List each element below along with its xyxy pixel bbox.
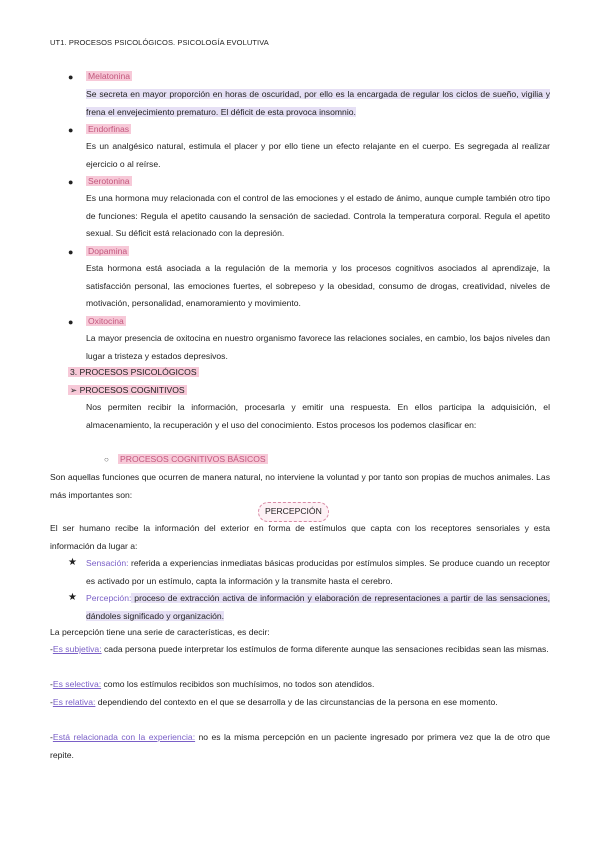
percepcion-heading: PERCEPCIÓN (258, 502, 329, 522)
cognitive-description: Nos permiten recibir la información, procesarla y emitir una respuesta. En ellos participa la adquisición, el almacenamiento, la recuperación y el uso del conocimiento. Estos procesos los podemos clasificar en: (86, 402, 550, 430)
basic-processes-description: Son aquellas funciones que ocurren de manera natural, no interviene la voluntad y por tanto son propias de muchos animales. Las más importantes son: (50, 472, 550, 500)
bullet-dot: ● (68, 125, 74, 135)
star-icon: ★ (68, 592, 77, 603)
characteristic-item: -Es relativa: dependiendo del contexto en el que se desarrolla y de las circunstancias de la persona en ese momento. (50, 697, 498, 707)
subsection-heading: ➢ PROCESOS COGNITIVOS (70, 385, 185, 395)
hormone-desc-dopamina: Esta hormona está asociada a la regulación de la memoria y los procesos cognitivos asociados al aprendizaje, la satisfacción personal, las emociones fuertes, el sobrepeso y la obesidad, consumo de drogas, creatividad, niveles de motivación, personalidad, enamoramiento y movimiento. (86, 263, 550, 308)
star-icon: ★ (68, 557, 77, 568)
bullet-dot: ● (68, 317, 74, 327)
hormone-name-oxitocina: Oxitocina (88, 316, 124, 326)
hormone-desc-melatonina: Se secreta en mayor proporción en horas de oscuridad, por ello es la encargada de regular los ciclos de sueño, vigilia y frena el envejecimiento prematuro. El déficit de esta provoca insomnio. (86, 89, 550, 117)
circle-bullet-icon: ○ (104, 455, 109, 464)
hormone-name-dopamina: Dopamina (88, 246, 128, 256)
characteristic-item: -Es selectiva: como los estímulos recibidos son muchísimos, no todos son atendidos. (50, 679, 375, 689)
hormone-name-endorfinas: Endorfinas (88, 124, 130, 134)
percepcion-intro: El ser humano recibe la información del exterior en forma de estímulos que capta con los receptores sensoriales y esta información da lugar a: (50, 523, 550, 551)
section-heading: 3. PROCESOS PSICOLÓGICOS (70, 367, 197, 377)
characteristics-intro: La percepción tiene una serie de características, es decir: (50, 627, 270, 637)
characteristic-item: -Está relacionada con la experiencia: no es la misma percepción en un paciente ingresado por primera vez que la de otro que repite. (50, 732, 550, 760)
bullet-dot: ● (68, 247, 74, 257)
hormone-desc-oxitocina: La mayor presencia de oxitocina en nuestro organismo favorece las relaciones sociales, en cambio, los bajos niveles dan lugar a tristeza y estados depresivos. (86, 333, 550, 361)
hormone-desc-serotonina: Es una hormona muy relacionada con el control de las emociones y el estado de ánimo, aunque cumple también otro tipo de funciones: Regula el apetito causando la sensación de saciedad. Controla la temperatura corporal. Regula el apetito sexual. Su déficit está relacionado con la depresión. (86, 193, 550, 238)
star-item-sensacion: Sensación: referida a experiencias inmediatas básicas producidas por estímulos simples. Se produce cuando un receptor es activado por un estímulo, capta la información y la transmite hasta el cerebro. (86, 558, 550, 586)
bullet-dot: ● (68, 177, 74, 187)
hormone-name-melatonina: Melatonina (88, 71, 131, 81)
arrow-icon: ➢ (70, 385, 78, 395)
characteristic-item: -Es subjetiva: cada persona puede interpretar los estímulos de forma diferente aunque las sensaciones recibidas sean las mismas. (50, 644, 549, 654)
basic-processes-heading: PROCESOS COGNITIVOS BÁSICOS (120, 454, 266, 464)
star-item-percepcion: Percepción: proceso de extracción activa de información y elaboración de representaciones a partir de las sensaciones, dándoles significado y organización. (86, 593, 550, 621)
hormone-name-serotonina: Serotonina (88, 176, 130, 186)
page-header: UT1. PROCESOS PSICOLÓGICOS. PSICOLOGÍA EVOLUTIVA (50, 38, 269, 47)
hormone-desc-endorfinas: Es un analgésico natural, estimula el placer y por ello tiene un efecto relajante en el cuerpo. Es segregada al realizar ejercicio o al reírse. (86, 141, 550, 169)
bullet-dot: ● (68, 72, 74, 82)
